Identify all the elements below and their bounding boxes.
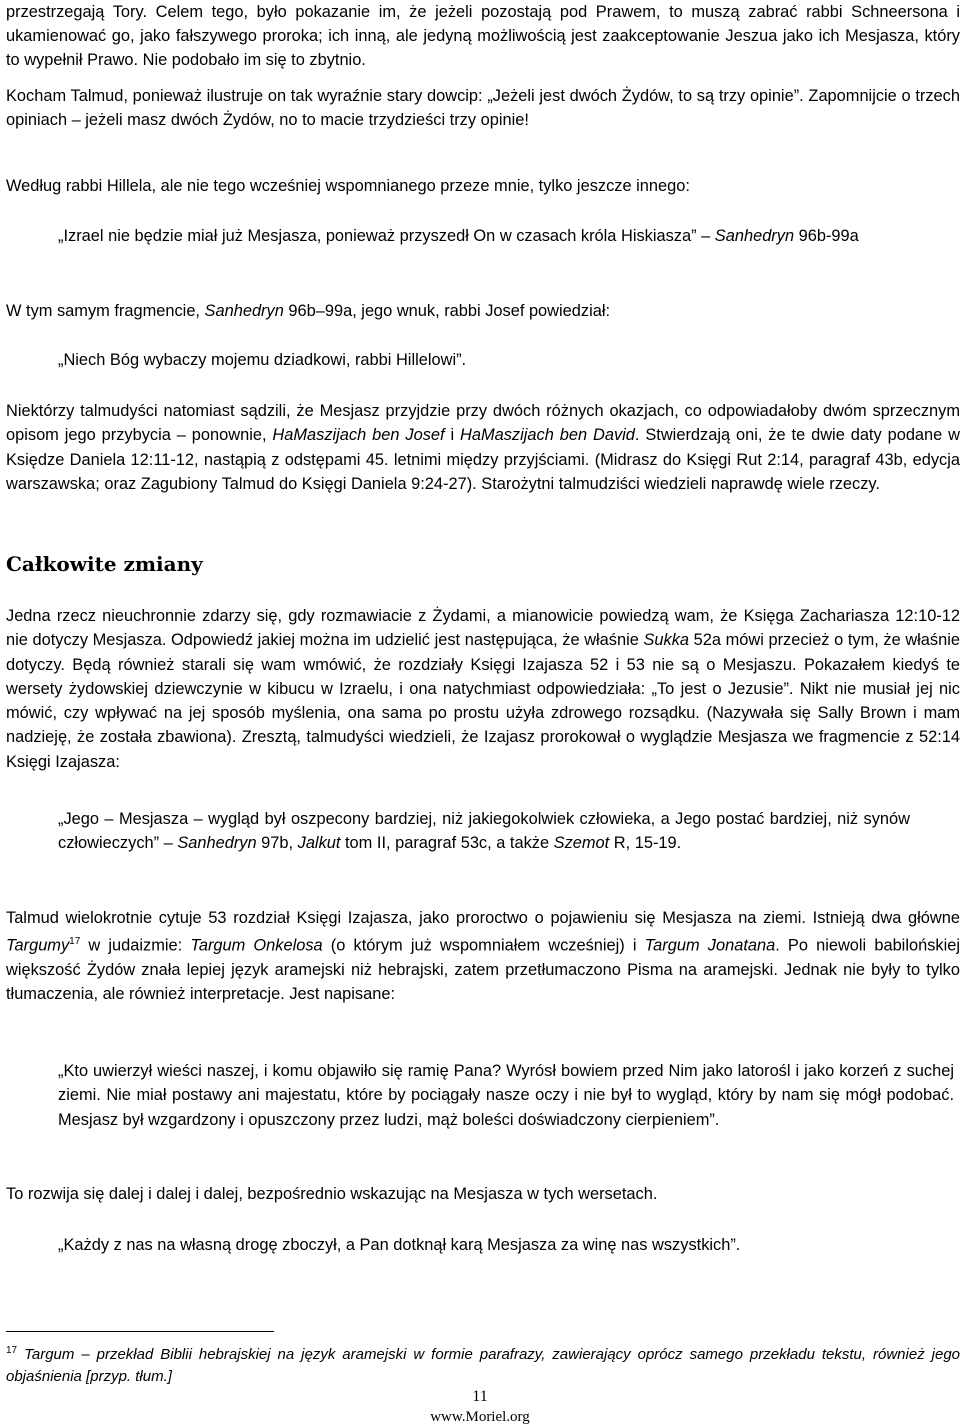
quote-appearance: „Jego – Mesjasza – wygląd był oszpecony bardziej, niż jakiegokolwiek człowieka, a Jego postać bardziej, niż synów człowieczych” – Sanhedryn 97b, Jalkut tom II, paragraf 53c, a także Szemot R, 15-19. bbox=[58, 810, 910, 853]
quote-isaiah-53: „Kto uwierzył wieści naszej, i komu objawiło się ramię Pana? Wyrósł bowiem przed Nim jako latorośl i jako korzeń z suchej ziemi. Nie miał postawy ani majestatu, które by pociągały nasze oczy i nie był to wygląd, który by nam się mógł podobać. Mesjasz był wzgardzony i opuszczony przez ludzi, mąż boleści doświadczony cierpieniem”. bbox=[58, 1062, 954, 1129]
page-number: 11 bbox=[472, 1388, 488, 1405]
paragraph-two-messiahs: Niektórzy talmudyści natomiast sądzili, że Mesjasz przyjdzie przy dwóch różnych okazjach, co odpowiadałoby dwóm sprzecznym opisom jego przybycia – ponownie, HaMaszijach ben Josef i HaMaszijach ben David. Stwierdzają oni, że te dwie daty podane w Księdze Daniela 12:11-12, nastąpią z odstępami 45. letnimi między przyjściami. (Midrasz do Księgi Rut 2:14, paragraf 43b, edycja warszawska; oraz Zagubiony Talmud do Księgi Daniela 9:24-27). Starożytni talmudziści wiedzieli naprawdę wiele rzeczy. bbox=[6, 402, 960, 493]
section-heading: Całkowite zmiany bbox=[6, 552, 203, 576]
site-url: www.Moriel.org bbox=[430, 1409, 530, 1425]
paragraph-zechariah: Jedna rzecz nieuchronnie zdarzy się, gdy rozmawiacie z Żydami, a mianowicie powiedzą wam, że Księga Zachariasza 12:10-12 nie dotyczy Mesjasza. Odpowiedź jakiej można im udzielić jest następująca, że właśnie Sukka 52a mówi przecież o tym, że właśnie dotyczy. Będą również starali się wam wmówić, że rozdziały Księgi Izajasza 52 i 53 nie są o Mesjaszu. Pokazałem kiedyś te wersety żydowskiej dziewczynie w kibucu w Izraelu, i ona natychmiast odpowiedziała: „To jest o Jezusie”. Nikt nie musiał jej nic mówić, czy wpływać na jej sposób myślenia, ona sama po prostu użyła zdrowego rozsądku. (Nazywała się Sally Brown i mam nadzieję, że została zbawiona). Zresztą, talmudyści wiedzieli, że Izajasz prorokował o wyglądzie Mesjasza we fragmencie z 52:14 Księgi Izajasza: bbox=[6, 607, 960, 771]
quote-hillel: „Izrael nie będzie miał już Mesjasza, ponieważ przyszedł On w czasach króla Hiskiasza” – Sanhedryn 96b-99a bbox=[58, 227, 859, 245]
paragraph-continues: To rozwija się dalej i dalej i dalej, bezpośrednio wskazując na Mesjasza w tych wersetach. bbox=[6, 1185, 658, 1203]
footnote-separator bbox=[6, 1331, 274, 1332]
footnote-ref[interactable]: 17 bbox=[69, 936, 81, 948]
paragraph-hillel: Według rabbi Hillela, ale nie tego wcześniej wspomnianego przeze mnie, tylko jeszcze innego: bbox=[6, 177, 690, 195]
quote-isaiah-53-6: „Każdy z nas na własną drogę zboczył, a Pan dotknął karą Mesjasza za winę nas wszystkich”. bbox=[58, 1236, 741, 1254]
paragraph-targums: Talmud wielokrotnie cytuje 53 rozdział Księgi Izajasza, jako proroctwo o pojawieniu się Mesjasza na ziemi. Istnieją dwa główne Targumy$^{17}$ w judaizmie: Targum Onkelosa (o którym już wspomniałem wcześniej) i Targum Jonatana. Po niewoli babilońskiej większość Żydów znała lepiej język aramejski niż hebrajski, zatem przetłumaczono Pisma na aramejski. Jednak nie były to tylko tłumaczenia, ale również interpretacje. Jest napisane: bbox=[6, 909, 960, 1004]
quote-josef: „Niech Bóg wybaczy mojemu dziadkowi, rabbi Hillelowi”. bbox=[58, 351, 467, 369]
paragraph-intro: przestrzegają Tory. Celem tego, było pokazanie im, że jeżeli pozostają pod Prawem, to muszą zabrać rabbi Schneersona i ukamienować go, jako fałszywego proroka; ich inną, ale jedyną możliwością jest zaakceptowanie Jeszua jako ich Mesjasza, który to wypełnił Prawo. Nie podobało im się to zbytnio. bbox=[6, 3, 960, 69]
paragraph-josef: W tym samym fragmencie, Sanhedryn 96b–99a, jego wnuk, rabbi Josef powiedział: bbox=[6, 302, 611, 320]
paragraph-talmud-joke: Kocham Talmud, ponieważ ilustruje on tak wyraźnie stary dowcip: „Jeżeli jest dwóch Żydów, to są trzy opinie”. Zapomnijcie o trzech opiniach – jeżeli masz dwóch Żydów, no to macie trzydzieści trzy opinie! bbox=[6, 87, 960, 130]
footnote: $^{17}$ Targum – przekład Biblii hebrajskiej na język aramejski w formie parafrazy, zawierający oprócz samego przekładu tekstu, również jego objaśnienia [przyp. tłum.] bbox=[6, 1345, 960, 1385]
